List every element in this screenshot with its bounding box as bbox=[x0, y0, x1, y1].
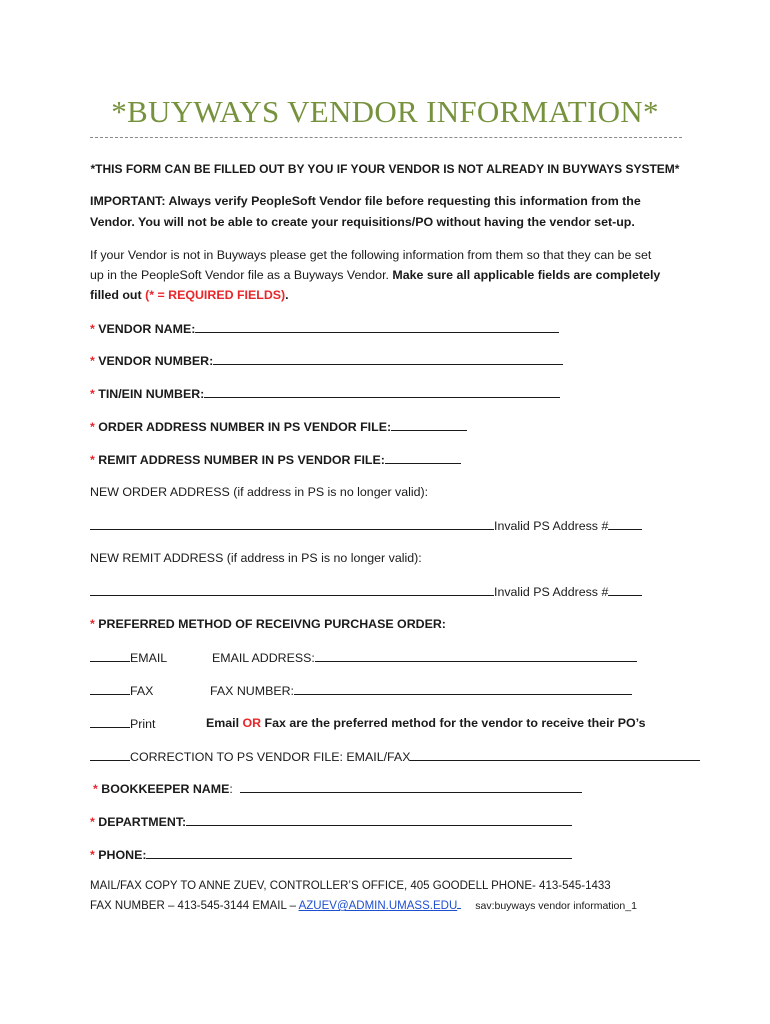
tin-ein-row bbox=[90, 385, 560, 402]
new-order-address-label: NEW ORDER ADDRESS (if address in PS is no longer valid): bbox=[90, 485, 429, 499]
vendor-name-row bbox=[90, 320, 559, 337]
print-method-label: Print bbox=[130, 717, 156, 731]
correction-checkbox[interactable] bbox=[90, 748, 130, 761]
phone-field[interactable] bbox=[146, 846, 572, 859]
fax-method-checkbox[interactable] bbox=[90, 682, 130, 695]
required-mark: * bbox=[90, 848, 95, 862]
required-mark: * bbox=[90, 420, 95, 434]
print-method-checkbox[interactable] bbox=[90, 715, 130, 728]
email-method-row bbox=[90, 649, 167, 666]
email-address-label: EMAIL ADDRESS: bbox=[212, 651, 315, 665]
fax-method-row bbox=[90, 682, 153, 699]
new-order-address-row bbox=[90, 517, 642, 534]
invalid-ps-address-label: Invalid PS Address # bbox=[494, 519, 609, 533]
print-method-row bbox=[90, 715, 155, 732]
order-address-number-field[interactable] bbox=[391, 418, 467, 431]
pref-note-end: Fax are the preferred method for the vendor to receive their PO’s bbox=[261, 716, 646, 730]
vendor-number-label: VENDOR NUMBER: bbox=[98, 354, 214, 368]
form-notice: *THIS FORM CAN BE FILLED OUT BY YOU IF YOUR VENDOR IS NOT ALREADY IN BUYWAYS SYSTEM* bbox=[90, 162, 680, 176]
fax-method-label: FAX bbox=[130, 684, 154, 698]
remit-address-number-row bbox=[90, 451, 461, 468]
preferred-method-row bbox=[90, 616, 446, 632]
intro-line-2-bold: Make sure all applicable fields are completely bbox=[392, 268, 661, 282]
footer-line-1: MAIL/FAX COPY TO ANNE ZUEV, CONTROLLER’S OFFICE, 405 GOODELL PHONE- 413-545-1433 bbox=[90, 880, 611, 892]
tin-ein-field[interactable] bbox=[204, 385, 560, 398]
required-mark: * bbox=[90, 322, 95, 336]
invalid-ps-remit-field[interactable] bbox=[608, 583, 642, 596]
preferred-method-note bbox=[206, 715, 646, 731]
new-remit-address-row bbox=[90, 583, 642, 600]
preferred-method-label: PREFERRED METHOD OF RECEIVNG PURCHASE ORDER: bbox=[98, 617, 446, 631]
correction-label: CORRECTION TO PS VENDOR FILE: EMAIL/FAX bbox=[130, 750, 411, 764]
new-remit-address-label: NEW REMIT ADDRESS (if address in PS is no longer valid): bbox=[90, 551, 422, 565]
invalid-ps-address-label: Invalid PS Address # bbox=[494, 585, 609, 599]
bookkeeper-label: BOOKKEEPER NAME bbox=[101, 782, 230, 796]
required-mark: * bbox=[90, 815, 95, 829]
phone-label: PHONE: bbox=[98, 848, 147, 862]
intro-line-3-end: . bbox=[285, 288, 289, 302]
invalid-ps-address-field[interactable] bbox=[608, 517, 642, 530]
order-address-number-label: ORDER ADDRESS NUMBER IN PS VENDOR FILE: bbox=[98, 420, 392, 434]
bookkeeper-field[interactable] bbox=[240, 780, 582, 793]
required-mark: * bbox=[90, 387, 95, 401]
department-label: DEPARTMENT: bbox=[98, 815, 187, 829]
vendor-name-label: VENDOR NAME: bbox=[98, 322, 196, 336]
new-remit-address-field[interactable] bbox=[90, 583, 494, 596]
remit-address-number-field[interactable] bbox=[385, 451, 461, 464]
email-address-field[interactable] bbox=[315, 649, 637, 662]
fax-number-row bbox=[210, 682, 632, 699]
page-title: *BUYWAYS VENDOR INFORMATION* bbox=[111, 94, 659, 129]
email-method-label: EMAIL bbox=[130, 651, 168, 665]
order-address-number-row bbox=[90, 418, 467, 435]
title-divider bbox=[90, 137, 682, 138]
required-mark: * bbox=[90, 617, 95, 631]
required-mark: * bbox=[90, 453, 95, 467]
footer-line-2 bbox=[90, 897, 637, 914]
intro-line-1: If your Vendor is not in Buyways please get the following information from them so that they can be set bbox=[90, 248, 652, 262]
new-order-address-field[interactable] bbox=[90, 517, 494, 530]
required-mark: * bbox=[90, 354, 95, 368]
required-mark: * bbox=[93, 782, 98, 796]
document-reference: sav:buyways vendor information_1 bbox=[475, 900, 637, 912]
intro-line-2-text: up in the PeopleSoft Vendor file as a Buyways Vendor. bbox=[90, 268, 393, 282]
department-row bbox=[90, 813, 572, 830]
department-field[interactable] bbox=[186, 813, 572, 826]
link-underline-tail bbox=[457, 897, 461, 909]
email-method-checkbox[interactable] bbox=[90, 649, 130, 662]
correction-row bbox=[90, 748, 700, 765]
footer-fax-text: FAX NUMBER – 413-545-3144 EMAIL – bbox=[90, 900, 299, 912]
vendor-number-field[interactable] bbox=[213, 352, 563, 365]
pref-note-start: Email bbox=[206, 716, 243, 730]
vendor-number-row bbox=[90, 352, 563, 369]
remit-address-number-label: REMIT ADDRESS NUMBER IN PS VENDOR FILE: bbox=[98, 453, 385, 467]
vendor-name-field[interactable] bbox=[195, 320, 559, 333]
contact-email-link[interactable]: AZUEV@ADMIN.UMASS.EDU bbox=[298, 900, 458, 912]
intro-line-3-bold: filled out bbox=[90, 288, 146, 302]
intro-line-2 bbox=[90, 267, 660, 283]
intro-line-3 bbox=[90, 287, 289, 303]
important-line-2: Vendor. You will not be able to create your requisitions/PO without having the vendor set-up. bbox=[90, 215, 635, 229]
important-line-1: IMPORTANT: Always verify PeopleSoft Vendor file before requesting this information from the bbox=[90, 194, 641, 208]
correction-field[interactable] bbox=[410, 748, 700, 761]
email-address-row bbox=[212, 649, 637, 666]
fax-number-label: FAX NUMBER: bbox=[210, 684, 294, 698]
required-fields-note: (* = REQUIRED FIELDS) bbox=[145, 288, 286, 302]
pref-note-or: OR bbox=[242, 716, 262, 730]
tin-ein-label: TIN/EIN NUMBER: bbox=[98, 387, 205, 401]
fax-number-field[interactable] bbox=[294, 682, 632, 695]
bookkeeper-colon: : bbox=[229, 782, 233, 796]
phone-row bbox=[90, 846, 572, 863]
bookkeeper-row bbox=[93, 780, 582, 797]
